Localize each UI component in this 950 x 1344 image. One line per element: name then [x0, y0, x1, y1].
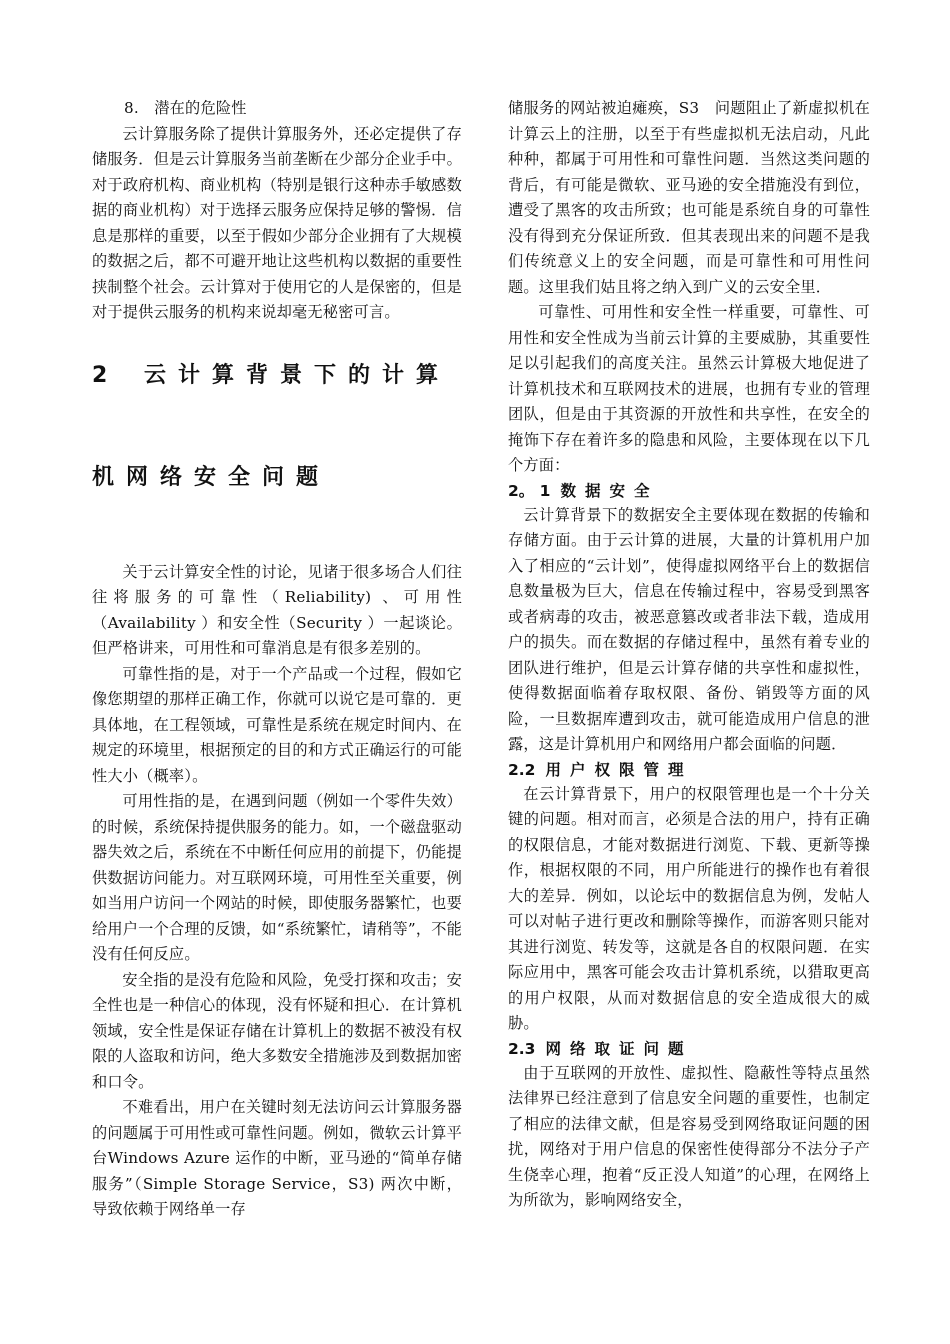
paragraph-security: 安全指的是没有危险和风险，免受打探和攻击；安全性也是一种信心的体现，没有怀疑和担心．在计算机领域，安全性是保证存储在计算机上的数据不被没有权限的人盗取和访问，绝大多数安全措施涉及到数据加密和口令。	[92, 970, 462, 1091]
paragraph-example: 不难看出，用户在关键时刻无法访问云计算服务器的问题属于可用性或可靠性问题。例如，微软云计算平台Windows Azure 运作的中断，亚马逊的“简单存储服务”（Simple Storage Service，S3) 两次中断，导致依赖于网络单一存	[92, 1098, 462, 1218]
paragraph-network-forensics: 由于互联网的开放性、虚拟性、隐蔽性等特点虽然法律界已经注意到了信息安全问题的重要性，也制定了相应的法律文献，但是容易受到网络取证问题的困扰，网络对于用户信息的保密性使得部分不法分子产生侥幸心理，抱着“反正没人知道”的心理，在网络上为所欲为，影响网络安全，	[508, 1063, 870, 1209]
section2-heading	[92, 354, 462, 500]
paragraph-reliability: 可靠性指的是，对于一个产品或一个过程，假如它像您期望的那样正确工作，你就可以说它是可靠的．更具体地，在工程领域，可靠性是系统在规定时间内、在规定的环境里，根据预定的目的和方式正确运行的可能性大小（概率）。	[92, 664, 462, 785]
left-column	[92, 96, 462, 1223]
section-2-2-title: 用户权限管理	[545, 760, 693, 779]
section2-number: 2	[92, 362, 108, 388]
item8-title: 8. 潜在的危险性	[124, 99, 247, 117]
section-2-2-number: 2.2	[508, 760, 536, 779]
section2-heading-line1	[92, 354, 462, 398]
section2-title-line1: 云计算背景下的计算	[144, 362, 451, 388]
section-2-2-heading	[508, 758, 870, 782]
paragraph-data-security: 云计算背景下的数据安全主要体现在数据的传输和存储方面。由于云计算的进展，大量的计算机用户加入了相应的“云计划”，使得虚拟网络平台上的数据信息数量极为巨大，信息在传输过程中，容易受到黑客或者病毒的攻击，被恶意篡改或者非法下载，造成用户的损失。而在数据的存储过程中，虽然有着专业的团队进行维护，但是云计算存储的共享性和虚拟性，使得数据面临着存取权限、备份、销毁等方面的风险，一旦数据库遭到攻击，就可能造成用户信息的泄露，这是计算机用户和网络用户都会面临的问题．	[508, 505, 870, 753]
paragraph-item8: 云计算服务除了提供计算服务外，还必定提供了存储服务．但是云计算服务当前垄断在少部分企业手中。对于政府机构、商业机构（特别是银行这种赤手敏感数据的商业机构）对于选择云服务应保持足够的警惕．信息是那样的重要，以至于假如少部分企业拥有了大规模的数据之后，都不可避开地让这些机构以数据的重要性挟制整个社会。云计算对于使用它的人是保密的，但是对于提供云服务的机构来说却毫无秘密可言。	[92, 124, 462, 321]
paragraph-continued: 储服务的网站被迫瘫痪，S3 问题阻止了新虚拟机在计算云上的注册，以至于有些虚拟机无法启动，凡此种种，都属于可用性和可靠性问题．当然这类问题的背后，有可能是微软、亚马逊的安全措施没有到位，遭受了黑客的攻击所致；也可能是系统自身的可靠性没有得到充分保证所致．但其表现出来的问题不是我们传统意义上的安全问题，而是可靠性和可用性问题。这里我们姑且将之纳入到广义的云安全里．	[508, 99, 870, 296]
section-2-3-number: 2.3	[508, 1039, 536, 1058]
section-2-1-title: 数据安全	[560, 481, 659, 500]
section-2-3-title: 网络取证问题	[545, 1039, 693, 1058]
section-2-3-heading	[508, 1037, 870, 1061]
section-2-1-number: 2。 1	[508, 481, 551, 500]
paragraph-permission-management: 在云计算背景下，用户的权限管理也是一个十分关键的问题。相对而言，必须是合法的用户，持有正确的权限信息，才能对数据进行浏览、下载、更新等操作，根据权限的不同，用户所能进行的操作也有着很大的差异．例如，以论坛中的数据信息为例，发帖人可以对帖子进行更改和删除等操作，而游客则只能对其进行浏览、转发等，这就是各自的权限问题．在实际应用中，黑客可能会攻击计算机系统，以猎取更高的用户权限，从而对数据信息的安全造成很大的威胁。	[508, 784, 870, 1032]
paragraph-intro: 关于云计算安全性的讨论，见诸于很多场合人们往往将服务的可靠性（Reliability) 、可用性（Availability ）和安全性（Security ）一起谈论。但严格讲来，可用性和可靠消息是有很多差别的。	[92, 562, 462, 657]
section2-title-line2: 机网络安全问题	[92, 464, 331, 490]
section-2-1-heading	[508, 479, 870, 503]
paragraph-availability: 可用性指的是，在遇到问题（例如一个零件失效）的时候，系统保持提供服务的能力。如，一个磁盘驱动器失效之后，系统在不中断任何应用的前提下，仍能提供数据访问能力。对互联网环境，可用性至关重要，例如当用户访问一个网站的时候，即使服务器繁忙，也要给用户一个合理的反馈，如“系统繁忙，请稍等”，不能没有任何反应。	[92, 792, 462, 963]
paragraph-importance: 可靠性、可用性和安全性一样重要，可靠性、可用性和安全性成为当前云计算的主要威胁，其重要性足以引起我们的高度关注。虽然云计算极大地促进了计算机技术和互联网技术的进展，也拥有专业的管理团队，但是由于其资源的开放性和共享性，在安全的掩饰下存在着许多的隐患和风险，主要体现在以下几个方面：	[508, 303, 870, 474]
right-column	[508, 96, 870, 1214]
